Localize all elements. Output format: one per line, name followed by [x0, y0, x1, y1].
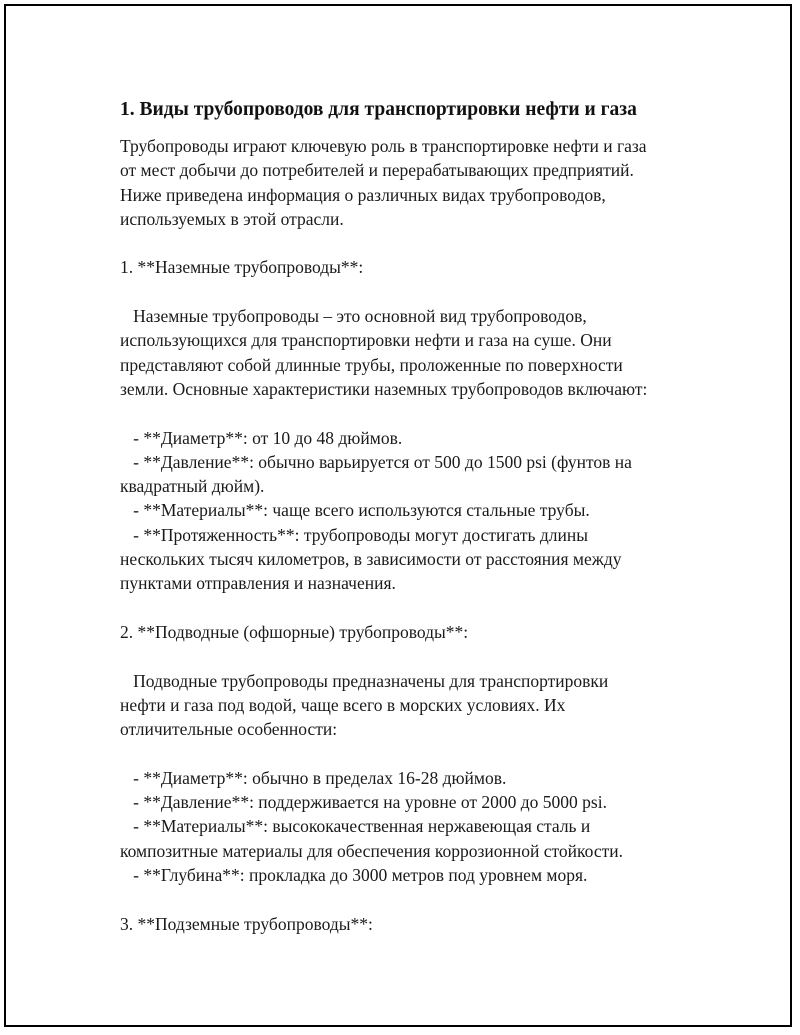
section-heading-3: 3. **Подземные трубопроводы**: — [120, 913, 373, 934]
spacer — [120, 231, 720, 255]
document-body — [120, 94, 720, 936]
list-item-diameter-1: - **Диаметр**: от 10 до 48 дюймов. — [120, 427, 403, 448]
list-item-diameter-2: - **Диаметр**: обычно в пределах 16-28 дюймов. — [120, 767, 507, 788]
document-title: 1. Виды трубопроводов для транспортировки нефти и газа — [120, 99, 637, 120]
section-heading-2: 2. **Подводные (офшорные) трубопроводы**: — [120, 621, 469, 642]
list-item-depth-2: - **Глубина**: прокладка до 3000 метров под уровнем моря. — [120, 864, 588, 885]
intro-paragraph: Трубопроводы играют ключевую роль в транспортировке нефти и газа от мест добычи до потребителей и перерабатывающих предприятий. Ниже приведена информация о различных видах трубопроводов, используемых в этой отрасли. — [120, 136, 647, 229]
spacer — [120, 887, 720, 911]
section-description-1: Наземные трубопроводы – это основной вид трубопроводов, использующихся для транспортировки нефти и газа на суше. Они представляют собой длинные трубы, проложенные по поверхности земли. Основные характеристики наземных трубопроводов включают: — [120, 306, 648, 399]
spacer — [120, 401, 720, 425]
section-heading-1: 1. **Наземные трубопроводы**: — [120, 257, 364, 278]
spacer — [120, 122, 720, 134]
list-item-pressure-1: - **Давление**: обычно варьируется от 500 до 1500 psi (фунтов на квадратный дюйм). — [120, 451, 632, 497]
list-item-materials-1: - **Материалы**: чаще всего используются стальные трубы. — [120, 500, 590, 521]
list-item-pressure-2: - **Давление**: поддерживается на уровне от 2000 до 5000 psi. — [120, 792, 607, 813]
spacer — [120, 596, 720, 620]
page-frame — [4, 4, 792, 1027]
spacer — [120, 644, 720, 668]
spacer — [120, 280, 720, 304]
spacer — [120, 741, 720, 765]
section-description-2: Подводные трубопроводы предназначены для транспортировки нефти и газа под водой, чаще всего в морских условиях. Их отличительные особенности: — [120, 670, 609, 740]
list-item-length-1: - **Протяженность**: трубопроводы могут достигать длины нескольких тысяч километров, в зависимости от расстояния между пунктами отправления и назначения. — [120, 524, 622, 594]
list-item-materials-2: - **Материалы**: высококачественная нержавеющая сталь и композитные материалы для обеспечения коррозионной стойкости. — [120, 816, 623, 861]
